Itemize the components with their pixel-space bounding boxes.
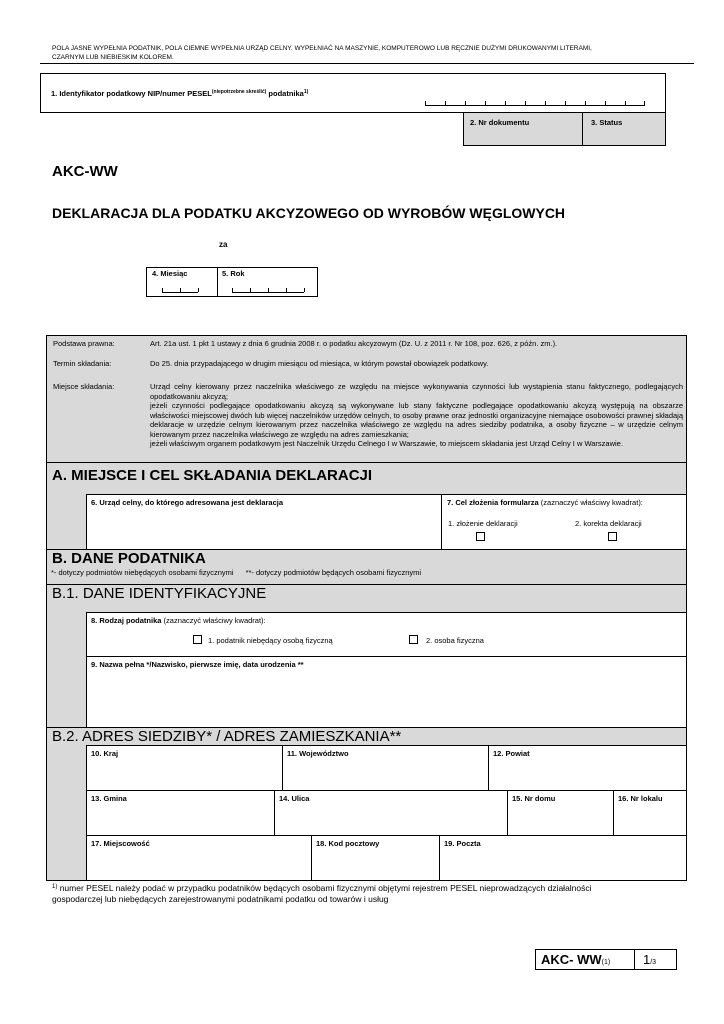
footer-page: 1 [643,952,651,967]
field4-label: 4. Miesiąc [152,269,188,278]
field13-box[interactable] [86,790,275,836]
termin-label: Termin składania: [53,359,112,368]
field9-box[interactable] [86,656,687,728]
field1-digit-ruler [425,105,645,106]
podstawa-text: Art. 21a ust. 1 pkt 1 ustawy z dnia 6 grudnia 2008 r. o podatku akcyzowym (Dz. U. z 2011 r. Nr 108, poz. 626, z późn. zm.). [150,339,558,348]
field8-opt1-label: 1. podatnik niebędący osobą fizyczną [208,636,333,645]
footer-code: AKC- WW [541,952,602,967]
miejsce-p1: Urząd celny kierowany przez naczelnika właściwego ze względu na miejsce wykonywania czynności lub wystąpienia stanu faktycznego, podlegających opodatkowaniu akcyzą; [150,382,683,401]
field15-box[interactable] [507,790,614,836]
field17-box[interactable] [86,835,312,881]
field18-label: 18. Kod pocztowy [316,839,380,848]
field19-label: 19. Poczta [444,839,481,848]
field14-box[interactable] [274,790,508,836]
section-b [46,549,687,585]
field7-label [447,498,643,507]
footer-form-code [541,952,610,967]
header-divider [40,63,694,64]
field8-label [91,616,266,625]
field6-label: 6. Urząd celny, do którego adresowana jest deklaracja [91,498,284,507]
section-b-note1: *- dotyczy podmiotów niebędących osobami fizycznymi [51,568,234,577]
section-b-notes [51,568,421,577]
field1-box[interactable] [40,73,666,113]
field7-opt2-label: 2. korekta deklaracji [575,519,642,528]
footer-page-number [643,952,656,967]
field5-label: 5. Rok [222,269,245,278]
footnote-text2: gospodarczej lub niebędących zarejestrowanymi podatnikami podatku od towarów i usług [52,894,389,904]
field12-box[interactable] [488,745,687,791]
field10-label: 10. Kraj [91,749,119,758]
field1-label-text: 1. Identyfikator podatkowy NIP/numer PESEL [51,89,212,98]
field6-box[interactable] [86,494,442,550]
field2-box [463,112,583,146]
field15-label: 15. Nr domu [512,794,556,803]
miejsce-p3: jeżeli właściwym organem podatkowym jest Naczelnik Urzędu Celnego I w Warszawie, to miejscem składania jest Urząd Celny I w Warszawie. [150,439,623,448]
legal-info-box [46,335,687,463]
field16-box[interactable] [613,790,687,836]
footer-form-code-box [535,949,635,970]
field7-hint: (zaznaczyć właściwy kwadrat): [538,498,643,507]
field7-box [441,494,687,550]
field3-label: 3. Status [591,118,623,127]
field5-ruler [232,292,304,293]
field1-footnote-ref: 1) [303,89,309,95]
section-b2-title: B.2. ADRES SIEDZIBY* / ADRES ZAMIESZKANIA** [52,728,402,745]
field11-label: 11. Województwo [287,749,349,758]
field5-box[interactable] [217,267,318,297]
field1-label-sup: (niepotrzebne skreślić) [211,89,267,95]
footer-version: (1) [601,959,611,966]
za-label: za [219,240,228,249]
instructions-line2: CZARNYM LUB NIEBIESKIM KOLOREM. [52,54,174,61]
field7-label-text: 7. Cel złożenia formularza [447,498,539,507]
field12-label: 12. Powiat [493,749,530,758]
podstawa-label: Podstawa prawna: [53,339,115,348]
form-title: DEKLARACJA DLA PODATKU AKCYZOWEGO OD WYROBÓW WĘGLOWYCH [52,205,566,221]
field8-opt2-label: 2. osoba fizyczna [426,636,484,645]
section-a-title: A. MIEJSCE I CEL SKŁADANIA DEKLARACJI [52,467,373,484]
field9-label: 9. Nazwa pełna */Nazwisko, pierwsze imię, data urodzenia ** [91,660,304,669]
field11-box[interactable] [282,745,489,791]
footer-page-box [634,949,677,970]
termin-text: Do 25. dnia przypadającego w drugim miesiącu od miesiąca, w którym powstał obowiązek podatkowy. [150,359,489,368]
field8-opt1-checkbox[interactable] [193,635,202,644]
instructions-note [52,44,692,62]
field3-box [582,112,666,146]
footer-page-of: /3 [650,959,657,966]
field7-opt1-label: 1. złożenie deklaracji [448,519,518,528]
field2-label: 2. Nr dokumentu [470,118,530,127]
field1-label [51,89,308,98]
footnote-text1: numer PESEL należy podać w przypadku podatników będących osobami fizycznymi objętymi rejestrem PESEL nieprowadzących działalności [57,883,592,893]
field17-label: 17. Miejscowość [91,839,150,848]
field13-label: 13. Gmina [91,794,127,803]
field4-ruler [162,292,198,293]
field7-opt1-checkbox[interactable] [476,532,485,541]
field19-box[interactable] [439,835,687,881]
form-code: AKC-WW [52,163,118,180]
field8-label-text: 8. Rodzaj podatnika [91,616,162,625]
field7-opt2-checkbox[interactable] [608,532,617,541]
field4-box[interactable] [146,267,218,297]
miejsce-label: Miejsce składania: [53,382,115,391]
section-b1-title: B.1. DANE IDENTYFIKACYJNE [52,585,267,602]
field16-label: 16. Nr lokalu [618,794,663,803]
field8-hint: (zaznaczyć właściwy kwadrat): [161,616,266,625]
miejsce-text [150,382,683,449]
miejsce-p2: jeżeli czynności podlegające opodatkowaniu akcyzą są wykonywane lub stany faktyczne podlegające opodatkowaniu akcyzą występują na obszarze właściwości miejscowej dwóch lub więcej naczelników urzędów celnych, to osoby prawne oraz jednostki organizacyjne niemające osobowości prawnej składają deklaracje w urzędzie celnym kierowanym przez naczelnika właściwego ze względu na adres siedziby podatnika, a osoby fizyczne – w urzędzie celnym kierowanym przez naczelnika właściwego ze względu na adres zamieszkania; [150,401,683,439]
instructions-line1: POLA JASNE WYPEŁNIA PODATNIK, POLA CIEMNE WYPEŁNIA URZĄD CELNY. WYPEŁNIAĆ NA MASZYNIE, KOMPUTEROWO LUB RĘCZNIE DUŻYMI DRUKOWANYMI LITERAMI, [52,45,592,52]
section-b-title: B. DANE PODATNIKA [52,550,206,567]
footnote [52,882,692,905]
field8-opt2-checkbox[interactable] [409,635,418,644]
footnote-mark: 1) [52,884,58,890]
section-b-note2: **- dotyczy podmiotów będących osobami fizycznymi [245,568,422,577]
field18-box[interactable] [311,835,440,881]
field8-box [86,612,687,657]
field1-label-suffix: podatnika [266,89,304,98]
field14-label: 14. Ulica [279,794,310,803]
field10-box[interactable] [86,745,283,791]
